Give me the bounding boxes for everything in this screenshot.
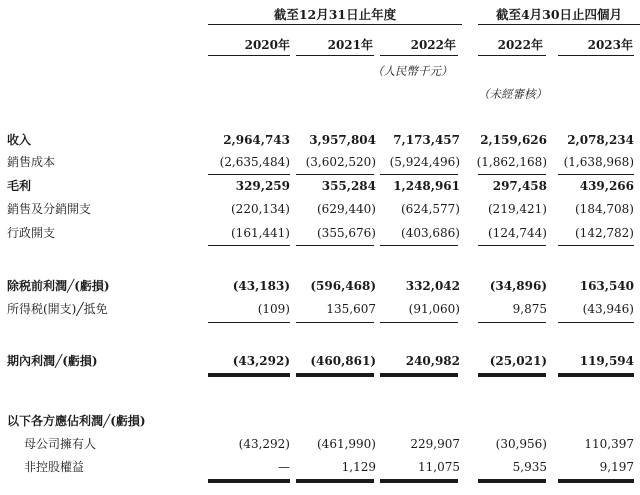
table-row-selling-expenses [0, 201, 640, 217]
subtotal-rule-gross-profit-5 [558, 174, 634, 175]
unaudited-note: （未經審核） [478, 87, 547, 101]
row-label: 以下各方應佔利潤╱(虧損) [7, 414, 146, 428]
subtotal-rule-gross-profit-1 [208, 174, 290, 175]
value-2020: (161,441) [231, 226, 290, 240]
total-double-rule-attrib-1 [208, 479, 290, 483]
value-2021: 135,607 [326, 302, 376, 316]
row-label: 母公司擁有人 [24, 437, 97, 451]
table-row-non-controlling [0, 459, 640, 475]
subtotal-rule-pbt-2 [296, 245, 374, 246]
value-2022: 1,248,961 [393, 179, 460, 193]
year-underline-5 [558, 55, 634, 56]
group-header-year-end-rule [208, 24, 462, 25]
value-2020: (43,183) [232, 279, 290, 293]
subtotal-rule-net-1 [208, 322, 290, 323]
value-2020: (2,635,484) [219, 155, 290, 169]
table-row-owners-of-parent [0, 436, 640, 452]
table-row-income-tax [0, 301, 640, 317]
year-header-4: 2022年 [497, 38, 543, 52]
value-2020: (109) [257, 302, 290, 316]
group-header-four-months-rule [478, 24, 640, 25]
total-double-rule-net-4 [478, 373, 546, 377]
value-2021: 3,957,804 [309, 133, 376, 147]
group-header-four-months: 截至4月30日止四個月 [495, 7, 623, 22]
subtotal-rule-net-4 [478, 322, 546, 323]
subtotal-rule-gross-profit-4 [478, 174, 546, 175]
total-double-rule-attrib-3 [380, 479, 458, 483]
value-2022: 240,982 [405, 354, 460, 368]
value-2021: (355,676) [317, 226, 376, 240]
value-2022: 11,075 [418, 460, 460, 474]
table-row-admin-expenses [0, 225, 640, 241]
subtotal-rule-pbt-3 [380, 245, 458, 246]
value-2022-4m: (25,021) [489, 354, 547, 368]
total-double-rule-attrib-5 [558, 479, 634, 483]
value-2022: 332,042 [405, 279, 460, 293]
value-2021: (596,468) [310, 279, 376, 293]
value-2020: (220,134) [231, 202, 290, 216]
row-label: 毛利 [7, 179, 32, 193]
value-2023-4m: (142,782) [575, 226, 634, 240]
value-2022-4m: 9,875 [512, 302, 547, 316]
value-2022-4m: 2,159,626 [480, 133, 547, 147]
value-2023-4m: 439,266 [579, 179, 634, 193]
subtotal-rule-pbt-4 [478, 245, 546, 246]
table-row-revenue [0, 132, 640, 148]
value-2022-4m: 297,458 [492, 179, 547, 193]
subtotal-rule-pbt-5 [558, 245, 634, 246]
value-2021: (461,990) [317, 437, 376, 451]
value-2021: (629,440) [317, 202, 376, 216]
value-2020: (43,292) [232, 354, 290, 368]
row-label: 所得税(開支)╱抵免 [7, 302, 108, 316]
row-label: 銷售成本 [7, 155, 56, 169]
year-underline-2 [296, 55, 374, 56]
subtotal-rule-gross-profit-3 [380, 174, 458, 175]
row-label: 行政開支 [7, 226, 56, 240]
subtotal-rule-net-3 [380, 322, 458, 323]
unit-note: （人民幣千元） [372, 64, 453, 78]
subtotal-rule-gross-profit-2 [296, 174, 374, 175]
total-double-rule-attrib-4 [478, 479, 546, 483]
year-header-2: 2021年 [327, 38, 373, 52]
subtotal-rule-net-2 [296, 322, 374, 323]
value-2023-4m: (43,946) [582, 302, 634, 316]
value-2022: 229,907 [410, 437, 460, 451]
total-double-rule-attrib-2 [296, 479, 374, 483]
group-header-year-end: 截至12月31日止年度 [273, 7, 397, 22]
value-2022-4m: 5,935 [512, 460, 547, 474]
row-label: 收入 [7, 133, 32, 147]
value-2022-4m: (1,862,168) [476, 155, 547, 169]
value-2022: (624,577) [401, 202, 460, 216]
total-double-rule-net-3 [380, 373, 458, 377]
value-2020: 2,964,743 [223, 133, 290, 147]
value-2022: (5,924,496) [389, 155, 460, 169]
value-2022-4m: (34,896) [489, 279, 547, 293]
row-label: 除税前利潤╱(虧損) [7, 279, 110, 293]
year-header-5: 2023年 [587, 38, 633, 52]
year-underline-3 [380, 55, 458, 56]
value-2022: (403,686) [401, 226, 460, 240]
table-row-net-profit [0, 353, 640, 369]
value-2023-4m: 2,078,234 [567, 133, 634, 147]
total-double-rule-net-1 [208, 373, 290, 377]
value-2020: (43,292) [238, 437, 290, 451]
value-2021: 1,129 [341, 460, 376, 474]
value-2022-4m: (30,956) [495, 437, 547, 451]
value-2023-4m: 163,540 [579, 279, 634, 293]
total-double-rule-net-5 [558, 373, 634, 377]
total-double-rule-net-2 [296, 373, 374, 377]
value-2020: — [278, 460, 290, 474]
table-row-gross-profit [0, 178, 640, 194]
year-underline-4 [478, 55, 546, 56]
year-header-3: 2022年 [410, 38, 456, 52]
value-2023-4m: (184,708) [575, 202, 634, 216]
subtotal-rule-net-5 [558, 322, 634, 323]
value-2022: 7,173,457 [393, 133, 460, 147]
table-row-attributable-heading [0, 413, 640, 429]
table-row-cost-of-sales [0, 154, 640, 170]
subtotal-rule-pbt-1 [208, 245, 290, 246]
value-2020: 329,259 [235, 179, 290, 193]
value-2023-4m: 110,397 [584, 437, 634, 451]
row-label: 非控股權益 [24, 460, 85, 474]
value-2023-4m: (1,638,968) [563, 155, 634, 169]
value-2022-4m: (219,421) [488, 202, 547, 216]
table-row-profit-before-tax [0, 278, 640, 294]
value-2023-4m: 119,594 [579, 354, 634, 368]
row-label: 銷售及分銷開支 [7, 202, 92, 216]
year-header-1: 2020年 [244, 38, 290, 52]
value-2021: (3,602,520) [305, 155, 376, 169]
value-2023-4m: 9,197 [599, 460, 634, 474]
value-2022-4m: (124,744) [488, 226, 547, 240]
value-2021: 355,284 [321, 179, 376, 193]
value-2022: (91,060) [408, 302, 460, 316]
value-2021: (460,861) [310, 354, 376, 368]
row-label: 期內利潤╱(虧損) [7, 354, 98, 368]
year-underline-1 [208, 55, 290, 56]
